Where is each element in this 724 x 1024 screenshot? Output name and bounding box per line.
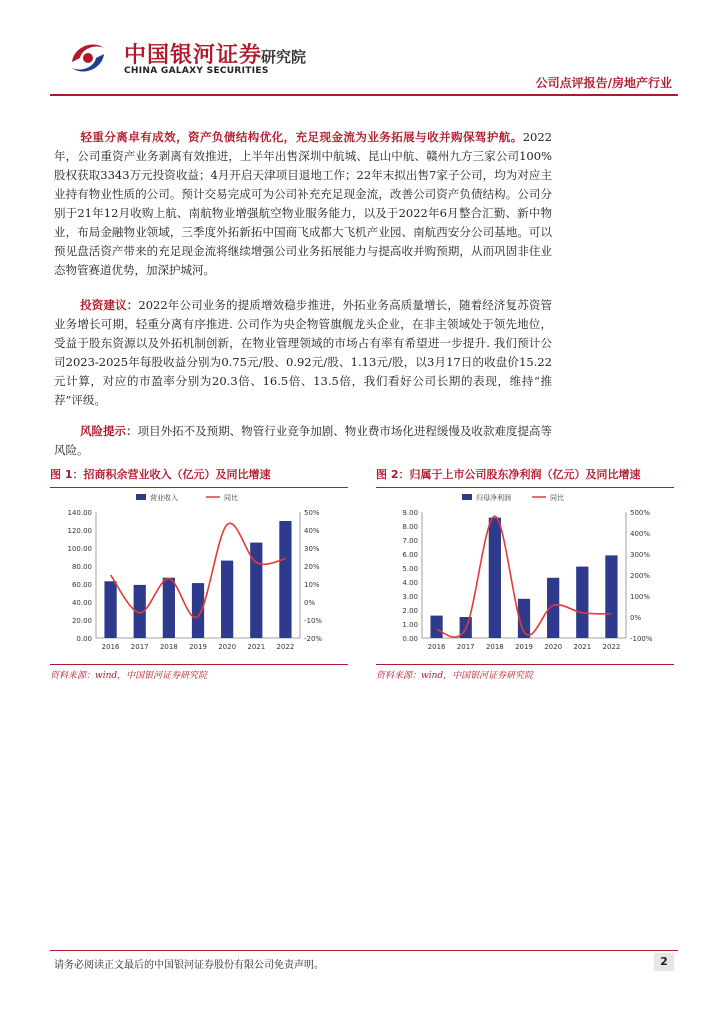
y-left-tick-label: 40.00 (71, 599, 92, 607)
y-left-tick-label: 6.00 (402, 551, 418, 559)
x-tick-label: 2019 (189, 643, 207, 651)
paragraph-business-optimization (54, 128, 552, 280)
paragraph-lead: 投资建议： (80, 298, 139, 312)
chart-legend (136, 493, 238, 502)
bar (576, 567, 588, 638)
legend-bar-label: 归母净利润 (476, 494, 511, 502)
figure-revenue (50, 466, 348, 696)
y-left-tick-label: 1.00 (402, 621, 418, 629)
y-left-tick-label: 2.00 (402, 607, 418, 615)
y-left-tick-label: 80.00 (71, 563, 92, 571)
legend-line-label: 同比 (550, 494, 564, 502)
bar (489, 518, 501, 638)
footer-divider (50, 950, 678, 951)
y-left-tick-label: 4.00 (402, 579, 418, 587)
paragraph-investment-advice (54, 296, 552, 410)
logo-english-name: CHINA GALAXY SECURITIES (124, 66, 269, 76)
y-left-tick-label: 140.00 (67, 509, 92, 517)
bar (221, 561, 233, 638)
paragraph-risk-warning (54, 422, 552, 460)
figure-net-profit (376, 466, 674, 696)
y-left-tick-label: 20.00 (71, 617, 92, 625)
x-tick-label: 2017 (130, 643, 149, 651)
bar (430, 616, 442, 638)
y-left-tick-label: 0.00 (76, 635, 92, 643)
galaxy-logo-icon (66, 36, 110, 80)
y-right-tick-label: 500% (630, 509, 651, 517)
y-left-tick-label: 100.00 (67, 545, 92, 553)
y-left-tick-label: 8.00 (402, 523, 418, 531)
y-left-tick-label: 5.00 (402, 565, 418, 573)
y-left-tick-label: 60.00 (71, 581, 92, 589)
x-tick-label: 2019 (515, 643, 533, 651)
y-left-tick-label: 9.00 (402, 509, 418, 517)
x-tick-label: 2018 (485, 643, 504, 651)
bar (104, 581, 116, 638)
footer-disclaimer: 请务必阅读正文最后的中国银河证券股份有限公司免责声明。 (54, 960, 324, 971)
report-type: 公司点评报告/房地产行业 (535, 76, 672, 90)
y-right-tick-label: 0% (630, 614, 642, 622)
x-tick-label: 2016 (101, 643, 120, 651)
y-right-tick-label: 20% (304, 563, 320, 571)
figure-source: 资料来源：wind，中国银河证券研究院 (376, 664, 674, 681)
bar (279, 521, 291, 638)
y-right-tick-label: -20% (304, 635, 323, 643)
institute-name: 研究院 (261, 48, 307, 66)
y-left-tick-label: 120.00 (67, 527, 92, 535)
y-right-tick-label: 10% (304, 581, 320, 589)
y-left-tick-label: 0.00 (402, 635, 418, 643)
y-right-tick-label: 50% (304, 509, 320, 517)
net-profit-chart (376, 490, 674, 660)
x-tick-label: 2016 (427, 643, 446, 651)
legend-bar-swatch (136, 494, 146, 500)
bar (605, 555, 617, 638)
revenue-chart (50, 490, 348, 660)
y-right-tick-label: -10% (304, 617, 323, 625)
figure-title: 图 1：招商积余营业收入（亿元）及同比增速 (50, 466, 348, 488)
y-right-tick-label: -100% (630, 635, 653, 643)
y-right-tick-label: 400% (630, 530, 651, 538)
legend-bar-swatch (462, 494, 472, 500)
y-left-tick-label: 7.00 (402, 537, 418, 545)
legend-bar-label: 营业收入 (150, 494, 178, 502)
x-tick-label: 2017 (456, 643, 475, 651)
paragraph-lead: 风险提示： (80, 424, 138, 438)
x-tick-label: 2021 (247, 643, 266, 651)
y-right-tick-label: 40% (304, 527, 320, 535)
paragraph-body: 2022年，公司重资产业务剥离有效推进，上半年出售深圳中航城、昆山中航、赣州九方三家公司100%股权获取3343万元投资收益；4月开启天津项目退地工作；22年末拟出售7家子公司，均为对应主业持有物业性质的公司。预计交易完成可为公司补充充足现金流，改善公司资产负债结构。公司分别于21年12月收购上航、南航物业增强航空物业服务能力，以及于2022年6月整合汇勤、新中物业，布局金融物业领域，三季度外拓新拓中国商飞成都大飞机产业园、南航西安分公司基地。可以预见盘活资产带来的充足现金流将继续增强公司业务拓展能力与提高收并购预期，从而巩固非住业态物管赛道优势，加深护城河。 (54, 130, 552, 277)
figure-source: 资料来源：wind，中国银河证券研究院 (50, 664, 348, 681)
page-header (56, 36, 676, 96)
chart-legend (462, 493, 564, 502)
figure-title: 图 2：归属于上市公司股东净利润（亿元）及同比增速 (376, 466, 674, 488)
y-right-tick-label: 200% (630, 572, 651, 580)
y-right-tick-label: 300% (630, 551, 651, 559)
paragraph-lead: 轻重分离卓有成效，资产负债结构优化，充足现金流为业务拓展与收并购保驾护航。 (80, 130, 523, 144)
y-right-tick-label: 30% (304, 545, 320, 553)
paragraph-body: 项目外拓不及预期、物管行业竞争加剧、物业费市场化进程缓慢及收款难度提高等风险。 (54, 424, 553, 457)
paragraph-body: 2022年公司业务的提质增效稳步推进，外拓业务高质量增长，随着经济复苏资管业务增长可期，轻重分离有序推进. 公司作为央企物管旗舰龙头企业，在非主领域处于领先地位，受益于股东资源以及外拓机制创新，在物业管理领域的市场占有率有希望进一步提升. 我们预计公司2023-2025年每股收益分别为0.75元/股、0.92元/股、1.13元/股，以3月17日的收盘价15.22元计算，对应的市盈率分别为20.3倍、16.5倍、13.5倍，我们看好公司长期的表现，维持“推荐”评级。 (54, 298, 553, 407)
x-tick-label: 2021 (573, 643, 592, 651)
x-tick-label: 2020 (544, 643, 563, 651)
y-right-tick-label: 100% (630, 593, 651, 601)
x-tick-label: 2022 (276, 643, 295, 651)
header-divider (50, 94, 678, 96)
page-number: 2 (654, 953, 674, 971)
x-tick-label: 2020 (218, 643, 237, 651)
x-tick-label: 2022 (602, 643, 621, 651)
legend-line-label: 同比 (224, 494, 238, 502)
y-left-tick-label: 3.00 (402, 593, 418, 601)
y-right-tick-label: 0% (304, 599, 316, 607)
logo-chinese-name: 中国银河证券 (124, 43, 263, 68)
bar (163, 578, 175, 638)
x-tick-label: 2018 (159, 643, 178, 651)
